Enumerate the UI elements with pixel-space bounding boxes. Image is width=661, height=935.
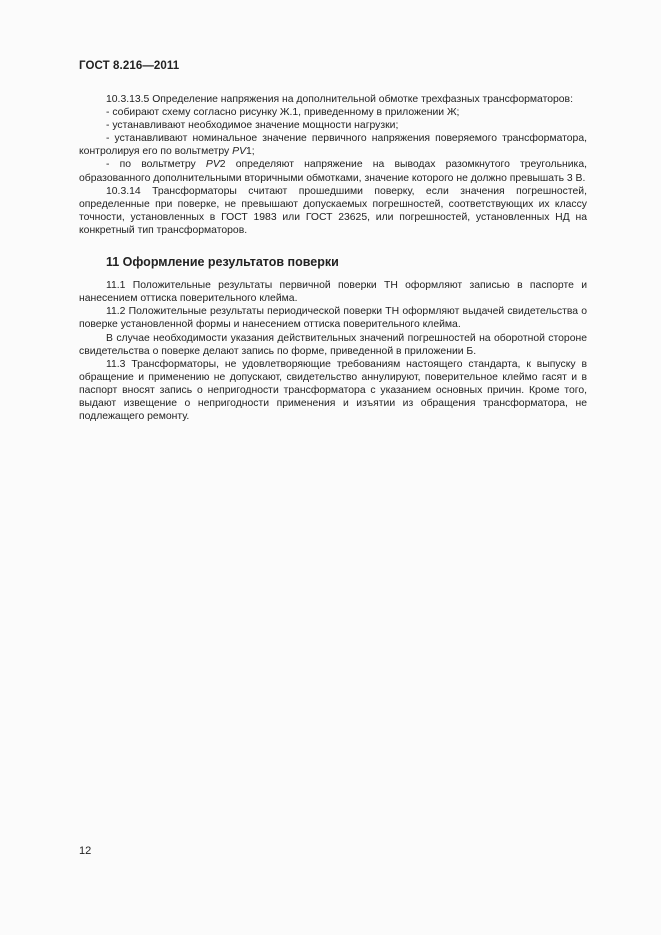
- paragraph-11-2-note: В случае необходимости указания действительных значений погрешностей на оборотной стороне свидетельства о поверке делают запись по форме, приведенной в приложении Б.: [79, 332, 587, 357]
- paragraph-10-3-14: 10.3.14 Трансформаторы считают прошедшими поверку, если значения погрешностей, определенные при поверке, не превышают допускаемых погрешностей, соответствующих их классу точности, установленных в ГОСТ 1983 или ГОСТ 23625, или погрешностей, установленных НД на конкретный тип трансформаторов.: [79, 185, 587, 236]
- document-body: [79, 93, 587, 423]
- list-item: - собирают схему согласно рисунку Ж.1, приведенному в приложении Ж;: [106, 107, 460, 119]
- paragraph-11-3: 11.3 Трансформаторы, не удовлетворяющие требованиям настоящего стандарта, к выпуску в обращение и применению не допускают, свидетельство аннулируют, поверительное клеймо гасят и в паспорт вносят запись о непригодности трансформатора с указанием основных причин. Кроме того, выдают извещение о непригодности применения и изъятии из обращения трансформатора, не подлежащего ремонту.: [79, 358, 587, 423]
- document-header: ГОСТ 8.216—2011: [79, 60, 180, 72]
- list-item: [79, 158, 587, 184]
- paragraph-10-3-13-5: 10.3.13.5 Определение напряжения на дополнительной обмотке трехфазных трансформаторов:: [106, 94, 573, 105]
- list-item-text: 2 определяют напряжение на выводах разомкнутого треугольника, образованного дополнительными вторичными обмотками, значение которого не должно превышать 3 В.: [79, 159, 587, 184]
- page-number: 12: [79, 845, 92, 857]
- list-item-text: 1;: [246, 146, 255, 158]
- list-item-text: - по вольтметру: [106, 159, 206, 171]
- voltmeter-label: PV: [205, 159, 220, 171]
- list-item: [79, 132, 587, 158]
- list-item-text: - устанавливают номинальное значение первичного напряжения поверяемого трансформатора, контролируя его по вольтметру: [79, 133, 587, 158]
- paragraph-11-1: 11.1 Положительные результаты первичной поверки ТН оформляют записью в паспорте и нанесением оттиска поверительного клейма.: [79, 280, 587, 305]
- list-item: - устанавливают необходимое значение мощности нагрузки;: [106, 120, 399, 132]
- paragraph-11-2: 11.2 Положительные результаты периодической поверки ТН оформляют выдачей свидетельства о поверке установленной формы и нанесением оттиска поверительного клейма.: [79, 306, 587, 331]
- section-heading: 11 Оформление результатов поверки: [106, 255, 339, 270]
- voltmeter-label: PV: [232, 146, 247, 158]
